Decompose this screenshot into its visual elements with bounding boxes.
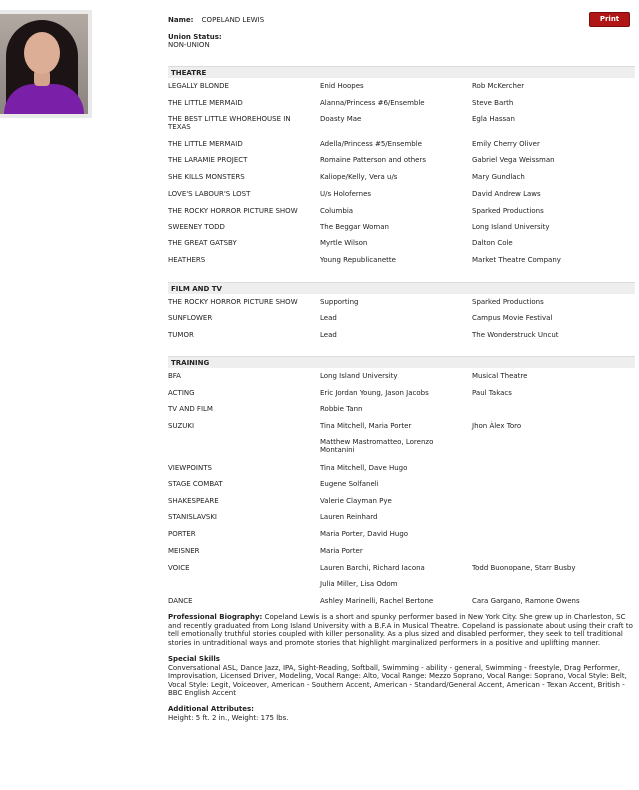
training-role: Long Island University (320, 372, 398, 380)
theatre-role: Young Republicanette (320, 256, 396, 264)
film-production: SUNFLOWER (168, 314, 213, 322)
union-status (168, 33, 222, 49)
bio-label: Professional Biography: (168, 613, 263, 621)
film-role: Supporting (320, 298, 359, 306)
theatre-production: LOVE'S LABOUR'S LOST (168, 190, 251, 198)
theatre-production: LEGALLY BLONDE (168, 82, 229, 90)
theatre-company: Sparked Productions (472, 207, 544, 215)
theatre-role: Alanna/Princess #6/Ensemble (320, 99, 425, 107)
print-button[interactable]: Print (589, 12, 630, 27)
additional-attributes (168, 705, 633, 722)
theatre-role: U/s Holofernes (320, 190, 372, 198)
name-value: COPELAND LEWIS (201, 16, 265, 24)
training-company: Todd Buonopane, Starr Busby (472, 564, 576, 572)
union-label: Union Status: (168, 33, 222, 41)
film-company: Campus Movie Festival (472, 314, 553, 322)
training-production: MEISNER (168, 547, 200, 555)
theatre-role: Romaine Patterson and others (320, 156, 427, 164)
training-role: Matthew Mastromatteo, Lorenzo Montanini (320, 438, 434, 454)
name-label: Name: (168, 16, 194, 24)
theatre-production: HEATHERS (168, 256, 206, 264)
training-role: Tina Mitchell, Dave Hugo (320, 464, 408, 472)
theatre-production: THE LITTLE MERMAID (168, 140, 243, 148)
training-role: Maria Porter (320, 547, 363, 555)
theatre-company: Rob McKercher (472, 82, 525, 90)
training-role: Eugene Solfaneli (320, 480, 379, 488)
film-company: The Wonderstruck Uncut (472, 331, 559, 339)
theatre-company: Long Island University (472, 223, 550, 231)
training-role: Tina Mitchell, Maria Porter (320, 422, 412, 430)
film-section (168, 282, 635, 298)
theatre-role: Enid Hoopes (320, 82, 364, 90)
training-section (168, 356, 635, 372)
theatre-production: THE LITTLE MERMAID (168, 99, 243, 107)
theatre-company: Dalton Cole (472, 239, 513, 247)
theatre-company: Emily Cherry Oliver (472, 140, 540, 148)
training-company: Jhon Àlex Toro (472, 422, 522, 430)
bio-text: Copeland Lewis is a short and spunky performer based in New York City. She grew up in Charleston, SC and recently graduated from Long Island University with a B.F.A in Musical Theatre. Copeland is passionate about using their craft to tell emotionally truthful stories coupled with killer personality. As a plus sized and disabled performer, they seek to tell traditional stories in untraditional ways and promote stories that highlight marginalized performers in a positive and uplifting manner. (168, 613, 633, 647)
theatre-production: SHE KILLS MONSTERS (168, 173, 245, 181)
training-role: Robbie Tann (320, 405, 363, 413)
theatre-role: Columbia (320, 207, 354, 215)
theatre-role: The Beggar Woman (320, 223, 389, 231)
theatre-production: THE ROCKY HORROR PICTURE SHOW (168, 207, 298, 215)
training-production: VOICE (168, 564, 190, 572)
name-line (168, 16, 264, 24)
training-role: Julia Miller, Lisa Odom (320, 580, 398, 588)
theatre-production: THE BEST LITTLE WHOREHOUSE IN TEXAS (168, 115, 291, 131)
training-role: Eric Jordan Young, Jason Jacobs (320, 389, 429, 397)
headshot-photo (0, 14, 88, 114)
theatre-company: David Andrew Laws (472, 190, 541, 198)
training-role: Lauren Reinhard (320, 513, 378, 521)
training-role: Valerie Clayman Pye (320, 497, 392, 505)
training-production: STANISLAVSKI (168, 513, 217, 521)
training-role: Ashley Marinelli, Rachel Bertone (320, 597, 434, 605)
theatre-production: THE GREAT GATSBY (168, 239, 237, 247)
film-production: THE ROCKY HORROR PICTURE SHOW (168, 298, 298, 306)
headshot-frame (0, 10, 92, 118)
training-production: STAGE COMBAT (168, 480, 223, 488)
theatre-production: THE LARAMIE PROJECT (168, 156, 248, 164)
union-value: NON-UNION (168, 41, 210, 49)
theatre-role: Myrtle Wilson (320, 239, 368, 247)
theatre-company: Market Theatre Company (472, 256, 561, 264)
skills-label: Special Skills (168, 655, 220, 663)
theatre-role: Doasty Mae (320, 115, 362, 123)
training-production: TV AND FILM (168, 405, 213, 413)
film-company: Sparked Productions (472, 298, 544, 306)
skills-text: Conversational ASL, Dance Jazz, IPA, Sight-Reading, Softball, Swimming - ability - general, Swimming - freestyle, Drag Performer, Improvisation, Licensed Driver, Modeling, Vocal Range: Alto, Vocal Range: Mezzo Soprano, Vocal Range: Soprano, Vocal Style: Belt, Vocal Style: Legit, Voiceover, American - Southern Accent, American - Standard/General Accent, American - Texan Accent, British - BBC English Accent (168, 663, 627, 697)
theatre-heading: THEATRE (168, 66, 635, 78)
training-production: PORTER (168, 530, 196, 538)
theatre-role: Adella/Princess #5/Ensemble (320, 140, 422, 148)
film-role: Lead (320, 314, 337, 322)
theatre-role: Kaliope/Kelly, Vera u/s (320, 173, 398, 181)
theatre-section (168, 66, 635, 82)
training-company: Musical Theatre (472, 372, 528, 380)
training-production: DANCE (168, 597, 193, 605)
theatre-company: Mary Gundlach (472, 173, 525, 181)
training-production: VIEWPOINTS (168, 464, 212, 472)
theatre-production: SWEENEY TODD (168, 223, 225, 231)
training-heading: TRAINING (168, 356, 635, 368)
training-production: SUZUKI (168, 422, 195, 430)
theatre-company: Steve Barth (472, 99, 514, 107)
training-company: Cara Gargano, Ramone Owens (472, 597, 580, 605)
training-role: Lauren Barchi, Richard Iacona (320, 564, 425, 572)
theatre-company: Egla Hassan (472, 115, 515, 123)
training-production: BFA (168, 372, 181, 380)
film-role: Lead (320, 331, 337, 339)
attributes-label: Additional Attributes: (168, 705, 254, 713)
training-production: ACTING (168, 389, 195, 397)
film-production: TUMOR (168, 331, 194, 339)
attributes-text: Height: 5 ft. 2 in., Weight: 175 lbs. (168, 713, 289, 722)
training-company: Paul Takacs (472, 389, 512, 397)
training-production: SHAKESPEARE (168, 497, 219, 505)
film-heading: FILM AND TV (168, 282, 635, 294)
special-skills (168, 655, 633, 698)
training-role: Maria Porter, David Hugo (320, 530, 409, 538)
theatre-company: Gabriel Vega Weissman (472, 156, 555, 164)
professional-biography (168, 613, 633, 647)
